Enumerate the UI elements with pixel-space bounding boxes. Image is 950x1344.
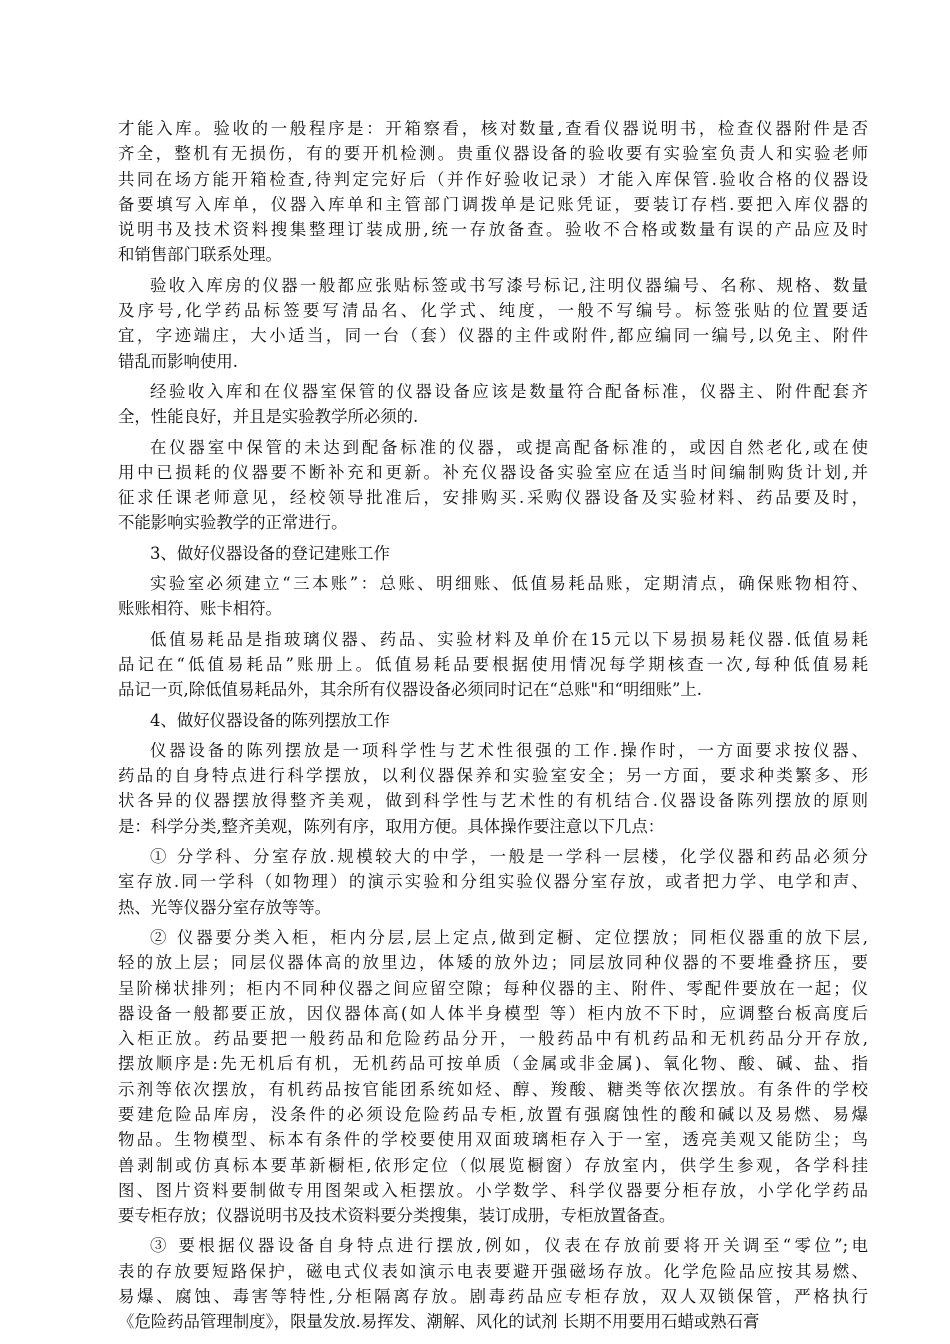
paragraph [118, 738, 868, 839]
text-line: 室存放.同一学科（如物理）的演示实验和分组实验仪器分室存放，或者把力学、电学和声、 [118, 872, 868, 892]
text-line: 热、光等仪器分室存放等等。 [118, 897, 332, 917]
text-line: 《危险药品管理制度》，限量发放.易挥发、潮解、风化的试剂 长期不用要用石蜡或熟石膏 [118, 1312, 760, 1332]
text-line: 要专柜存放；仪器说明书及技术资料要分类搜集，装订成册，专柜放置备查。 [118, 1206, 676, 1226]
text-line: 全，性能良好，并且是实验教学所必须的. [118, 407, 419, 427]
document-page [118, 116, 868, 1335]
text-line: 要建危险品库房，没条件的必须设危险药品专柜,放置有强腐蚀性的酸和碱以及易燃、易爆 [118, 1104, 868, 1124]
text-line: 表的存放要短路保护，磁电式仪表如演示电表要避开强磁场存放。化学危险品应按其易燃、 [118, 1261, 868, 1281]
paragraph [118, 1233, 868, 1334]
text-line: 实验室必须建立“三本账”：总账、明细账、低值易耗品账，定期清点，确保账物相符、 [150, 574, 868, 594]
text-line: 轻的放上层；同层仪器体高的放里边，体矮的放外边；同层放同种仪器的不要堆叠挤压，要 [118, 953, 868, 973]
text-line: 齐全，整机有无损伤，有的要开机检测。贵重仪器设备的验收要有实验室负责人和实验老师 [118, 144, 868, 164]
text-line: 状各异的仪器摆放得整齐美观，做到科学性与艺术性的有机结合.仪器设备陈列摆放的原则 [118, 791, 868, 811]
text-line: 备要填写入库单，仪器入库单和主管部门调拨单是记账凭证，要装订存档.要把入库仪器的 [118, 194, 868, 214]
text-line: 品记在“低值易耗品”账册上。低值易耗品要根据使用情况每学期核查一次,每种低值易耗 [118, 654, 868, 674]
text-line: 低值易耗品是指玻璃仪器、药品、实验材料及单价在15元以下易损易耗仪器.低值易耗 [150, 629, 868, 649]
text-line: 图、图片资料要制做专用图架或入柜摆放。小学数学、科学仪器要分柜存放，小学化学药品 [118, 1180, 868, 1200]
text-line: 呈阶梯状排列；柜内不同种仪器之间应留空隙；每种仪器的主、附件、零配件要放在一起；仪 [118, 978, 868, 998]
text-line: 和销售部门联系处理。 [118, 245, 282, 265]
paragraph [118, 116, 868, 268]
text-line: 及序号,化学药品标签要写清品名、化学式、纯度，一般不写编号。标签张贴的位置要适 [118, 301, 868, 321]
paragraph [118, 571, 868, 622]
text-line: 仪器设备的陈列摆放是一项科学性与艺术性很强的工作.操作时，一方面要求按仪器、 [150, 740, 868, 760]
paragraph [118, 708, 868, 733]
text-line: 才能入库。验收的一般程序是：开箱察看，核对数量,查看仪器说明书，检查仪器附件是否 [118, 119, 868, 138]
text-line: 摆放顺序是:先无机后有机，无机药品可按单质（金属或非金属)、氧化物、酸、碱、盐、指 [118, 1054, 868, 1074]
paragraph [118, 541, 868, 566]
text-line: 经验收入库和在仪器室保管的仪器设备应该是数量符合配备标准，仪器主、附件配套齐 [150, 381, 868, 401]
paragraph [118, 379, 868, 430]
text-line: ① 分学科、分室存放.规模较大的中学，一般是一学科一层楼，化学仪器和药品必须分 [150, 847, 868, 867]
paragraph [118, 925, 868, 1229]
text-line: 用中已损耗的仪器要不断补充和更新。补充仪器设备实验室应在适当时间编制购货计划,并 [118, 462, 868, 482]
text-line: 药品的自身特点进行科学摆放，以利仪器保养和实验室安全；另一方面，要求种类繁多、形 [118, 766, 868, 786]
text-line: 说明书及技术资料搜集整理订装成册,统一存放备查。验收不合格或数量有误的产品应及时 [118, 220, 868, 240]
paragraph [118, 844, 868, 920]
text-line: ② 仪器要分类入柜，柜内分层,层上定点,做到定橱、定位摆放；同柜仪器重的放下层, [150, 927, 868, 947]
text-line: 器设备一般都要正放，因仪器体高(如人体半身模型 等）柜内放不下时，应调整台板高度后 [118, 1003, 868, 1023]
paragraph [118, 627, 868, 703]
paragraph [118, 435, 868, 536]
text-line: 品记一页,除低值易耗品外，其余所有仪器设备必须同时记在“总账"和“明细账”上. [118, 680, 702, 700]
text-line: 共同在场方能开箱检查,待判定完好后（并作好验收记录）才能入库保管.验收合格的仪器设 [118, 169, 868, 189]
text-line: 不能影响实验教学的正常进行。 [118, 513, 348, 533]
text-line: 错乱而影响使用. [118, 351, 238, 371]
text-line: ③ 要根据仪器设备自身特点进行摆放,例如，仪表在存放前要将开关调至“零位”;电 [150, 1236, 868, 1256]
text-line: 兽剥制或仿真标本要革新橱柜,依形定位（似展览橱窗）存放室内，供学生参观，各学科挂 [118, 1155, 868, 1175]
text-line: 4、做好仪器设备的陈列摆放工作 [150, 710, 390, 730]
text-line: 3、做好仪器设备的登记建账工作 [150, 543, 390, 563]
text-line: 宜，字迹端庄，大小适当，同一台（套）仪器的主件或附件,都应编同一编号,以免主、附件 [118, 326, 868, 346]
text-line: 易爆、腐蚀、毒害等特性,分柜隔离存放。剧毒药品应专柜存放，双人双锁保管，严格执行 [118, 1287, 868, 1307]
text-line: 在仪器室中保管的未达到配备标准的仪器，或提高配备标准的，或因自然老化,或在使 [150, 437, 868, 457]
text-line: 物品。生物模型、标本有条件的学校要使用双面玻璃柜存入于一室，透亮美观又能防尘；鸟 [118, 1130, 868, 1150]
text-line: 入柜正放。药品要把一般药品和危险药品分开，一般药品中有机药品和无机药品分开存放, [118, 1029, 868, 1049]
text-line: 示剂等依次摆放，有机药品按官能团系统如烃、醇、羧酸、糖类等依次摆放。有条件的学校 [118, 1079, 868, 1099]
text-line: 是：科学分类,整齐美观，陈列有序，取用方便。具体操作要注意以下几点： [118, 816, 665, 836]
text-line: 账账相符、账卡相符。 [118, 599, 282, 619]
paragraph [118, 273, 868, 374]
text-line: 征求任课老师意见，经校领导批准后，安排购买.采购仪器设备及实验材料、药品要及时， [118, 488, 868, 508]
text-line: 验收入库房的仪器一般都应张贴标签或书写漆号标记,注明仪器编号、名称、规格、数量 [150, 275, 868, 295]
